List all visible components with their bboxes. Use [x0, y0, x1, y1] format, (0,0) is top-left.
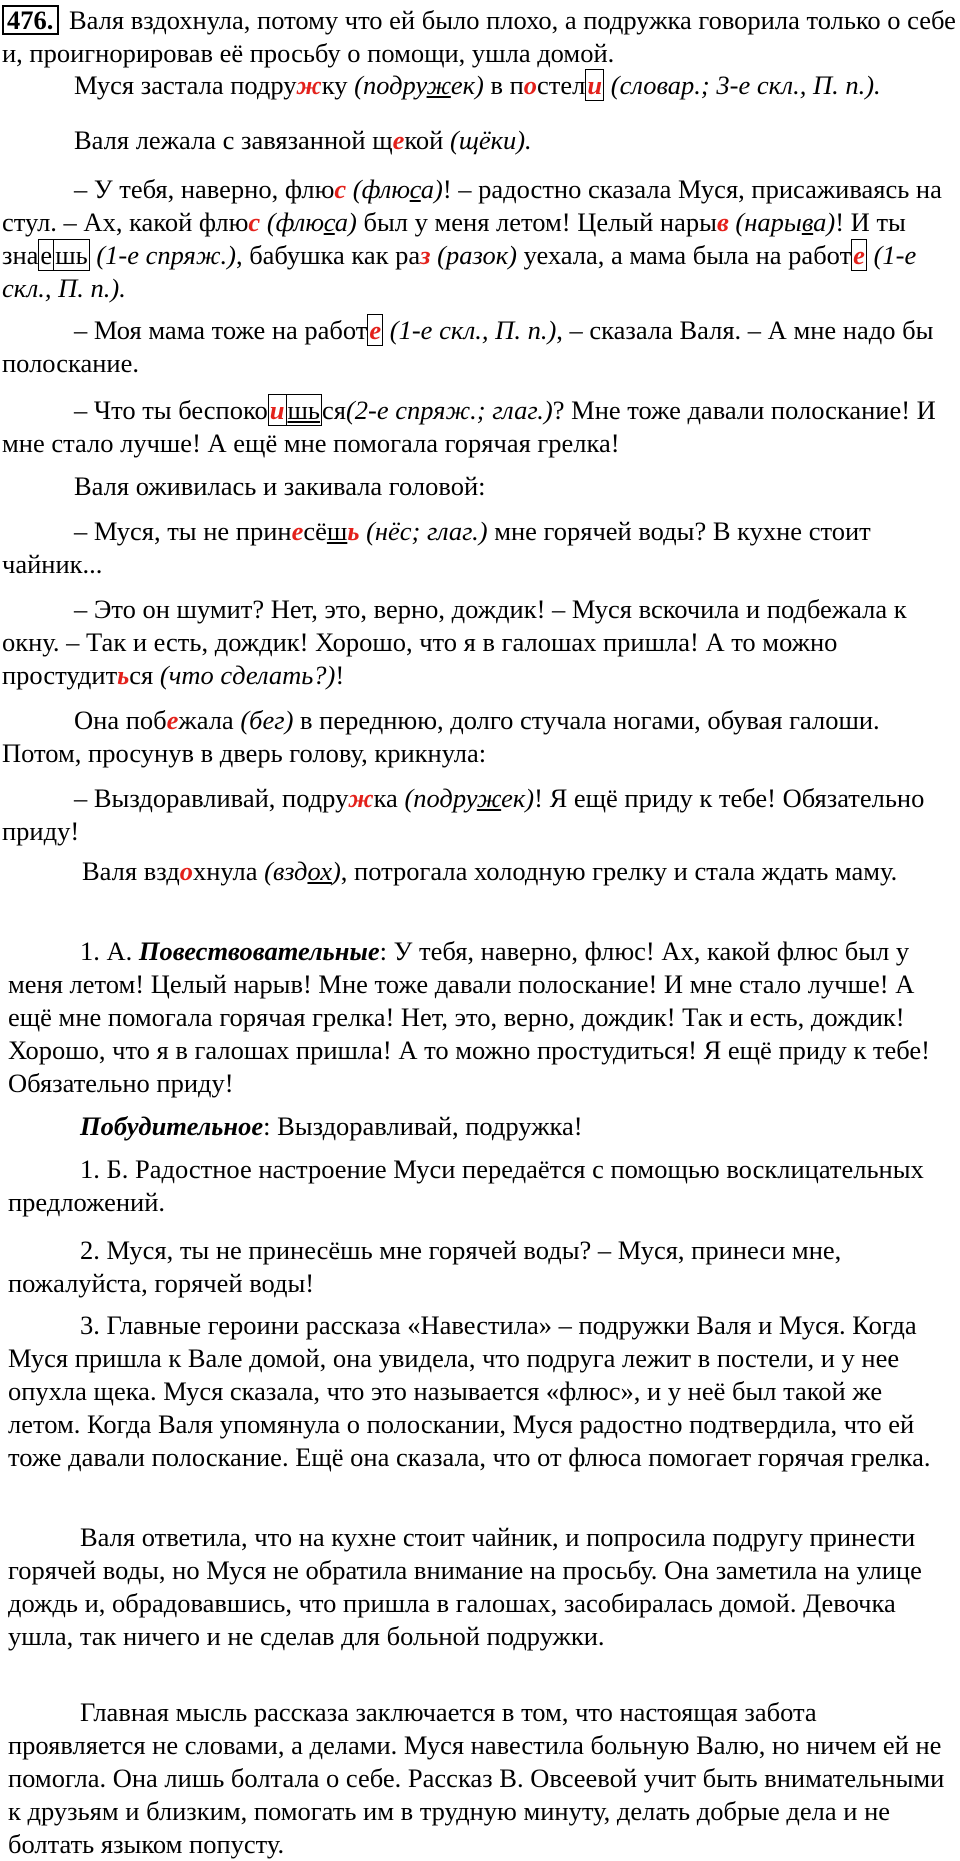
answer-1a-imperative-term: Побудительное [80, 1111, 264, 1141]
intro-paragraph [2, 4, 958, 70]
answer-3-main-idea: Главная мысль рассказа заключается в том, что настоящая забота проявляется не словами, а делами. Муся навестила больную Валю, но ничем ей не помогла. Она лишь болтала о себе. Рассказ В. Овсеевой учит быть внимательными к друзьям и близким, помогать им в трудную минуту, делать добрые дела и не болтать языком попусту. [8, 1697, 945, 1859]
story-paragraph-11: Валя вздохнула (вздох), потрогала холодную грелку и стала ждать маму. [82, 856, 898, 886]
story-paragraph-10: – Выздоравливай, подружка (подружек)! Я ещё приду к тебе! Обязательно приду! [2, 783, 925, 846]
answer-1a: 1. А. Повествовательные: У тебя, наверно, флюс! Ах, какой флюс был у меня летом! Целый нарыв! Мне тоже давали полоскание! И мне стало лучше! А ещё мне помогала горячая грелка! Нет, это, верно, дождик! Так и есть, дождик! Хорошо, что я в галошах пришла! А то можно простудиться! Я ещё приду к тебе! Обязательно приду! [8, 936, 930, 1098]
story-paragraph-4: – Моя мама тоже на работе (1-е скл., П. п.), – сказала Валя. – А мне надо бы полоскание. [2, 315, 934, 378]
story-paragraph-1: Муся застала подружку (подружек) в постели (словар.; 3-е скл., П. п.). [74, 70, 881, 100]
story-paragraph-5: – Что ты беспокои шься(2-е спряж.; глаг.)? Мне тоже давали полоскание! И мне стало лучше! А ещё мне помогала горячая грелка! [2, 395, 936, 458]
story-paragraph-7: – Муся, ты не принесёшь (нёс; глаг.) мне горячей воды? В кухне стоит чайник... [2, 516, 871, 579]
answer-1a-imperative: Побудительное: Выздоравливай, подружка! [80, 1111, 583, 1141]
story-paragraph-6: Валя оживилась и закивала головой: [74, 471, 486, 501]
story-paragraph-8: – Это он шумит? Нет, это, верно, дождик! – Муся вскочила и подбежала к окну. – Так и есть, дождик! Хорошо, что я в галошах пришла! А то можно простудиться (что сделать?)! [2, 594, 907, 690]
answer-3: 3. Главные героини рассказа «Навестила» – подружки Валя и Муся. Когда Муся пришла к Вале домой, она увидела, что подруга лежит в постели, и у нее опухла щека. Муся сказала, что это называется «флюс», и у неё был такой же летом. Когда Валя упомянула о полоскании, Муся радостно подтвердила, что ей тоже давали полоскание. Ещё она сказала, что от флюса помогает горячая грелка. [8, 1310, 931, 1472]
answer-2: 2. Муся, ты не принесёшь мне горячей воды? – Муся, принеси мне, пожалуйста, горячей воды! [8, 1235, 842, 1298]
answer-1b: 1. Б. Радостное настроение Муси передаётся с помощью восклицательных предложений. [8, 1154, 924, 1217]
story-paragraph-3: – У тебя, наверно, флюс (флюса)! – радостно сказала Муся, присаживаясь на стул. – Ах, какой флюс (флюса) был у меня летом! Целый нарыв (нарыва)! И ты знае шь (1-е спряж.), бабушка как раз (разок) уехала, а мама была на работе (1-е скл., П. п.). [2, 174, 942, 303]
intro-text: Валя вздохнула, потому что ей было плохо, а подружка говорила только о себе и, проигнорировав её просьбу о помощи, ушла домой. [2, 5, 956, 68]
answer-1a-term: Повествовательные [138, 936, 380, 966]
story-paragraph-9: Она побежала (бег) в переднюю, долго стучала ногами, обувая галоши. Потом, просунув в дверь голову, крикнула: [2, 705, 880, 768]
answer-3-continued: Валя ответила, что на кухне стоит чайник, и попросила подругу принести горячей воды, но Муся не обратила внимание на просьбу. Она заметила на улице дождь и, обрадовавшись, что пришла в галошах, засобиралась домой. Девочка ушла, так ничего и не сделав для больной подружки. [8, 1522, 922, 1651]
exercise-number: 476. [2, 5, 59, 35]
story-paragraph-2: Валя лежала с завязанной щекой (щёки). [74, 125, 532, 155]
